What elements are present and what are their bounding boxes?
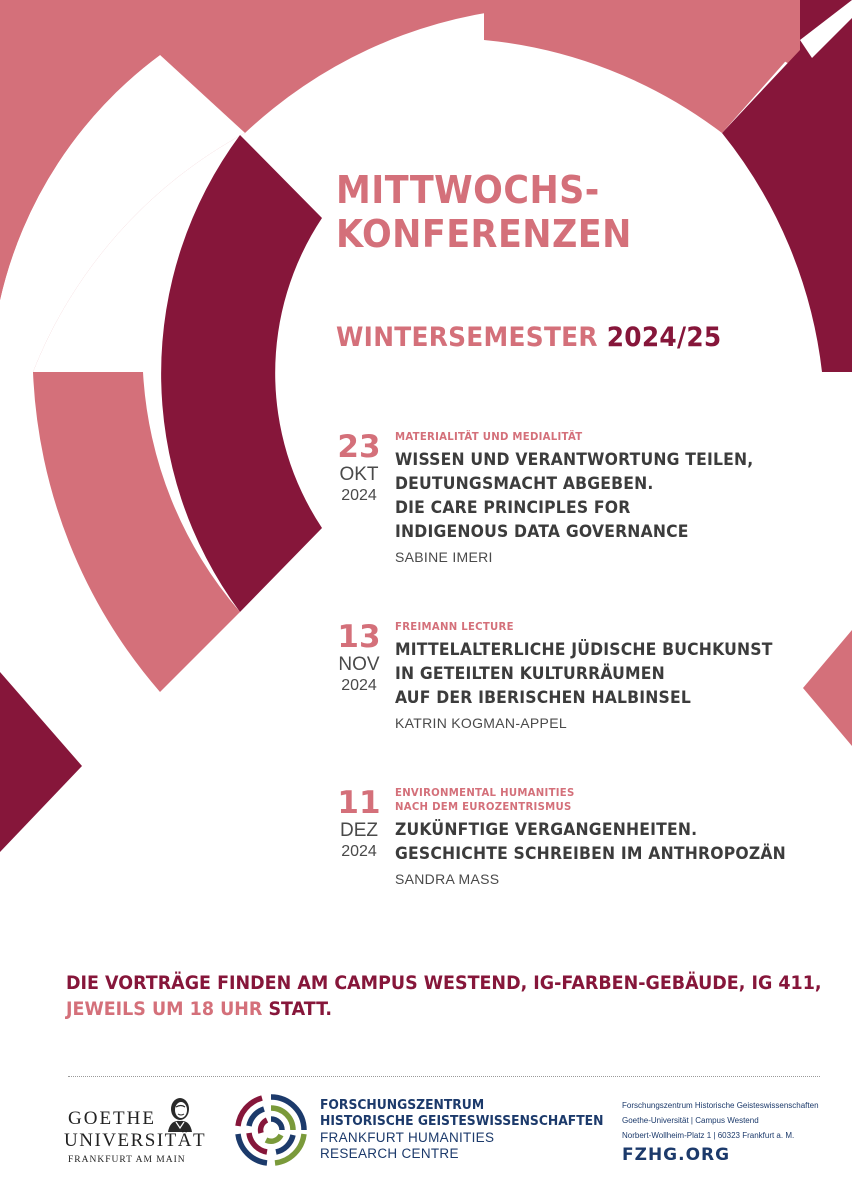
address-line-2: Goethe-Universität | Campus Westend (622, 1116, 759, 1125)
event-date (330, 430, 388, 506)
fzhg-name-line-2: HISTORISCHE GEISTESWISSENSCHAFTEN (320, 1114, 604, 1129)
event-info (395, 786, 815, 888)
venue-notice-tail: STATT. (262, 998, 333, 1020)
event-day: 23 (337, 429, 381, 465)
event-day: 11 (337, 785, 381, 821)
venue-notice-line-2 (66, 996, 765, 1022)
title-line-1: MITTWOCHS- (336, 168, 600, 212)
venue-notice (66, 970, 822, 1022)
event-talk-title: MITTELALTERLICHE JÜDISCHE BUCHKUNST IN GETEILTEN KULTURRÄUMEN AUF DER IBERISCHEN HALBINSEL (395, 640, 773, 708)
event-info (395, 620, 815, 732)
fzhg-name-line-1: FORSCHUNGSZENTRUM (320, 1098, 485, 1113)
event-day: 13 (337, 619, 381, 655)
event-speaker: SABINE IMERI (395, 549, 493, 565)
semester-heading (336, 322, 721, 353)
fzhg-name (320, 1098, 618, 1162)
event-month: OKT (339, 464, 379, 485)
event-date (330, 786, 388, 862)
address-line-3: Norbert-Wollheim-Platz 1 | 60323 Frankfurt a. M. (622, 1131, 795, 1140)
goethe-university-logo (64, 1096, 207, 1170)
event-series: ENVIRONMENTAL HUMANITIES NACH DEM EUROZENTRISMUS (395, 786, 575, 813)
event-speaker: SANDRA MASS (395, 871, 500, 887)
event-speaker: KATRIN KOGMAN-APPEL (395, 715, 567, 731)
fzhg-logo-icon (234, 1093, 308, 1167)
website-link[interactable]: FZHG.ORG (622, 1145, 731, 1165)
event-year: 2024 (341, 677, 377, 694)
fzhg-name-line-4: RESEARCH CENTRE (320, 1146, 459, 1161)
semester-year: 2024/25 (606, 322, 722, 353)
event-month: NOV (338, 654, 380, 675)
contact-address (622, 1098, 819, 1143)
goethe-logo-line-2: UNIVERSITÄT (64, 1130, 207, 1151)
goethe-portrait-icon (164, 1096, 196, 1132)
goethe-logo-line-3: FRANKFURT AM MAIN (68, 1155, 186, 1165)
event-talk-title: WISSEN UND VERANTWORTUNG TEILEN, DEUTUNGSMACHT ABGEBEN. DIE CARE PRINCIPLES FOR INDIGENOUS DATA GOVERNANCE (395, 450, 754, 542)
footer-divider (68, 1076, 820, 1077)
event-month: DEZ (340, 820, 378, 841)
goethe-logo-line-1: GOETHE (68, 1108, 156, 1129)
event-series: FREIMANN LECTURE (395, 620, 514, 633)
page-title (336, 168, 632, 256)
event-talk-title: ZUKÜNFTIGE VERGANGENHEITEN. GESCHICHTE SCHREIBEN IM ANTHROPOZÄN (395, 820, 786, 864)
event-info (395, 430, 815, 566)
title-line-2: KONFERENZEN (336, 212, 632, 256)
fzhg-name-line-3: FRANKFURT HUMANITIES (320, 1130, 495, 1145)
venue-notice-highlight: JEWEILS UM 18 UHR (66, 998, 263, 1020)
ring-segment-bottom-left (0, 672, 82, 852)
event-date (330, 620, 388, 696)
semester-label: WINTERSEMESTER (336, 322, 598, 353)
address-line-1: Forschungszentrum Historische Geisteswissenschaften (622, 1101, 819, 1110)
event-series: MATERIALITÄT UND MEDIALITÄT (395, 430, 583, 443)
event-year: 2024 (341, 843, 377, 860)
event-year: 2024 (341, 487, 377, 504)
venue-notice-line-1: DIE VORTRÄGE FINDEN AM CAMPUS WESTEND, IG-FARBEN-GEBÄUDE, IG 411, (66, 972, 822, 994)
